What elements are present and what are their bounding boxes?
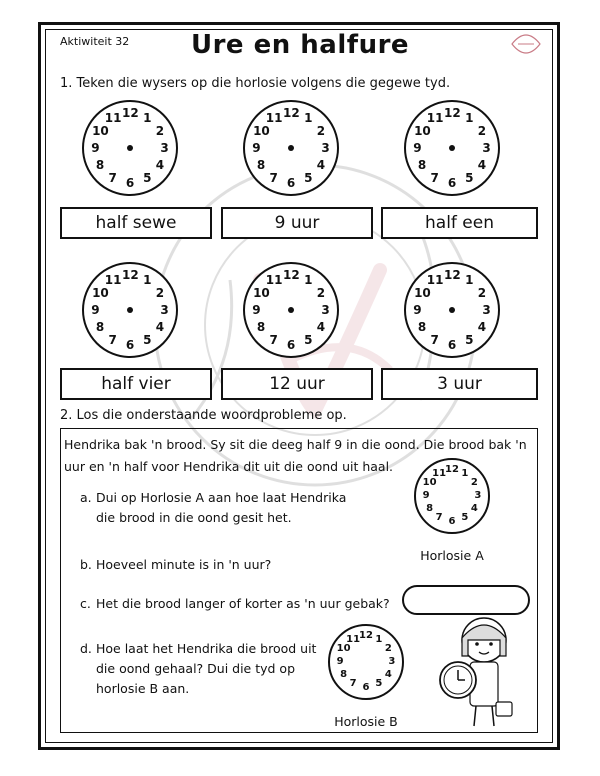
clock-number: 3 [160,303,169,317]
clock-number: 1 [143,111,152,126]
clock-number: 2 [384,643,392,655]
girl-with-clock-illustration [432,612,522,732]
clock-number: 11 [104,273,122,288]
clock-number: 4 [477,320,487,335]
clock-number: 6 [448,515,456,527]
clock-number: 6 [125,337,135,352]
clock-number: 4 [155,320,165,335]
clock-number: 11 [426,273,444,288]
clock-number: 1 [375,633,383,645]
clock-number: 5 [143,332,152,347]
clock-number: 8 [95,158,105,173]
clock-number: 9 [413,303,422,317]
clock-number: 4 [384,668,392,680]
clock-number: 2 [155,123,165,138]
answer-field-c[interactable] [402,585,530,615]
clock-number: 5 [375,678,383,690]
clock-number: 7 [430,170,439,185]
clock-number: 12 [444,106,461,121]
clock-center-dot [449,145,455,151]
clock-number: 2 [477,285,487,300]
clock-number: 5 [143,170,152,185]
clock-number: 10 [414,285,431,300]
time-label-4: half vier [60,368,212,400]
clock-5[interactable] [243,262,339,358]
clock-number: 11 [104,111,122,126]
question-2-instruction: 2. Los die onderstaande woordprobleme op. [60,408,347,423]
clock-number: 8 [426,502,434,514]
clock-6[interactable] [404,262,500,358]
question-1-instruction: 1. Teken die wysers op die horlosie volgens die gegewe tyd. [60,76,451,91]
clock-number: 2 [470,477,478,489]
clock-b[interactable] [328,624,404,700]
clock-number: 2 [316,285,326,300]
sub-question-d [80,639,320,699]
clock-number: 7 [269,332,278,347]
clock-number: 4 [155,158,165,173]
clock-number: 12 [122,106,139,121]
brand-logo-icon [506,30,546,58]
sub-question-c-text: Het die brood langer of korter as 'n uur gebak? [96,596,390,611]
clock-number: 8 [417,320,427,335]
story-line-1: Hendrika bak 'n brood. Sy sit die deeg half 9 in die oond. Die brood bak 'n [64,437,527,452]
clock-number: 6 [286,337,296,352]
clock-number: 5 [465,170,474,185]
clock-center-dot [127,307,133,313]
clock-number: 7 [108,170,117,185]
clock-number: 10 [253,123,270,138]
sub-question-c [80,594,410,614]
time-label-2: 9 uur [221,207,373,239]
clock-b-caption: Horlosie B [334,714,398,729]
clock-number: 12 [444,268,461,283]
clock-number: 5 [465,332,474,347]
clock-number: 10 [422,477,437,489]
clock-number: 8 [417,158,427,173]
clock-number: 7 [349,678,357,690]
clock-number: 3 [388,656,396,667]
clock-number: 7 [435,512,443,524]
clock-number: 10 [336,643,351,655]
clock-number: 9 [252,141,261,155]
clock-number: 9 [252,303,261,317]
clock-number: 1 [304,273,313,288]
clock-number: 9 [413,141,422,155]
clock-number: 12 [359,630,373,642]
clock-number: 12 [283,106,300,121]
clock-number: 3 [321,141,330,155]
clock-number: 1 [465,111,474,126]
page-title: Ure en halfure [190,30,410,60]
time-label-6: 3 uur [381,368,538,400]
time-label-5: 12 uur [221,368,373,400]
clock-number: 9 [91,141,100,155]
clock-number: 2 [477,123,487,138]
clock-number: 6 [125,175,135,190]
sub-question-a-letter: a. [80,490,92,505]
clock-number: 11 [346,633,361,645]
clock-number: 12 [283,268,300,283]
clock-center-dot [288,307,294,313]
sub-question-b [80,555,400,575]
story-line-2: uur en 'n half voor Hendrika dit uit die oond uit haal. [64,459,394,474]
sub-question-a-line2: die brood in die oond gesit het. [96,510,292,525]
sub-question-b-text: Hoeveel minute is in 'n uur? [96,557,272,572]
clock-number: 4 [316,320,326,335]
clock-number: 11 [432,467,447,479]
sub-question-b-letter: b. [80,557,92,572]
clock-number: 4 [477,158,487,173]
sub-question-d-line1: Hoe laat het Hendrika die brood uit [96,641,317,656]
clock-number: 8 [95,320,105,335]
time-label-1: half sewe [60,207,212,239]
clock-number: 6 [447,337,457,352]
clock-number: 10 [92,285,109,300]
clock-number: 1 [465,273,474,288]
clock-number: 1 [461,467,469,479]
clock-center-dot [288,145,294,151]
sub-question-d-line3: horlosie B aan. [96,681,190,696]
clock-number: 3 [474,490,482,501]
clock-4[interactable] [82,262,178,358]
clock-number: 6 [286,175,296,190]
clock-number: 8 [256,320,266,335]
clock-number: 7 [269,170,278,185]
clock-number: 11 [265,111,283,126]
clock-a[interactable] [414,458,490,534]
clock-1[interactable] [82,100,178,196]
clock-center-dot [449,307,455,313]
clock-number: 1 [304,111,313,126]
clock-number: 5 [304,332,313,347]
clock-number: 8 [340,668,348,680]
clock-number: 5 [304,170,313,185]
clock-number: 3 [482,303,491,317]
clock-number: 10 [92,123,109,138]
clock-number: 7 [430,332,439,347]
clock-number: 4 [470,502,478,514]
sub-question-a-line1: Dui op Horlosie A aan hoe laat Hendrika [96,490,347,505]
clock-center-dot [127,145,133,151]
clock-number: 9 [336,656,344,667]
clock-a-caption: Horlosie A [420,548,484,563]
clock-number: 12 [445,464,459,476]
clock-2[interactable] [243,100,339,196]
sub-question-c-letter: c. [80,596,91,611]
clock-number: 6 [362,681,370,693]
clock-number: 6 [447,175,457,190]
clock-number: 11 [426,111,444,126]
clock-number: 9 [91,303,100,317]
activity-number: Aktiwiteit 32 [60,35,130,48]
clock-number: 4 [316,158,326,173]
clock-number: 10 [253,285,270,300]
clock-3[interactable] [404,100,500,196]
clock-number: 11 [265,273,283,288]
clock-number: 3 [482,141,491,155]
time-label-3: half een [381,207,538,239]
clock-number: 5 [461,512,469,524]
clock-number: 2 [155,285,165,300]
clock-number: 7 [108,332,117,347]
clock-number: 2 [316,123,326,138]
sub-question-a [80,488,400,528]
clock-number: 9 [422,490,430,501]
clock-number: 10 [414,123,431,138]
sub-question-d-line2: die oond gehaal? Dui die tyd op [96,661,295,676]
clock-number: 3 [160,141,169,155]
clock-number: 1 [143,273,152,288]
clock-number: 12 [122,268,139,283]
clock-number: 3 [321,303,330,317]
sub-question-d-letter: d. [80,641,92,656]
clock-number: 8 [256,158,266,173]
